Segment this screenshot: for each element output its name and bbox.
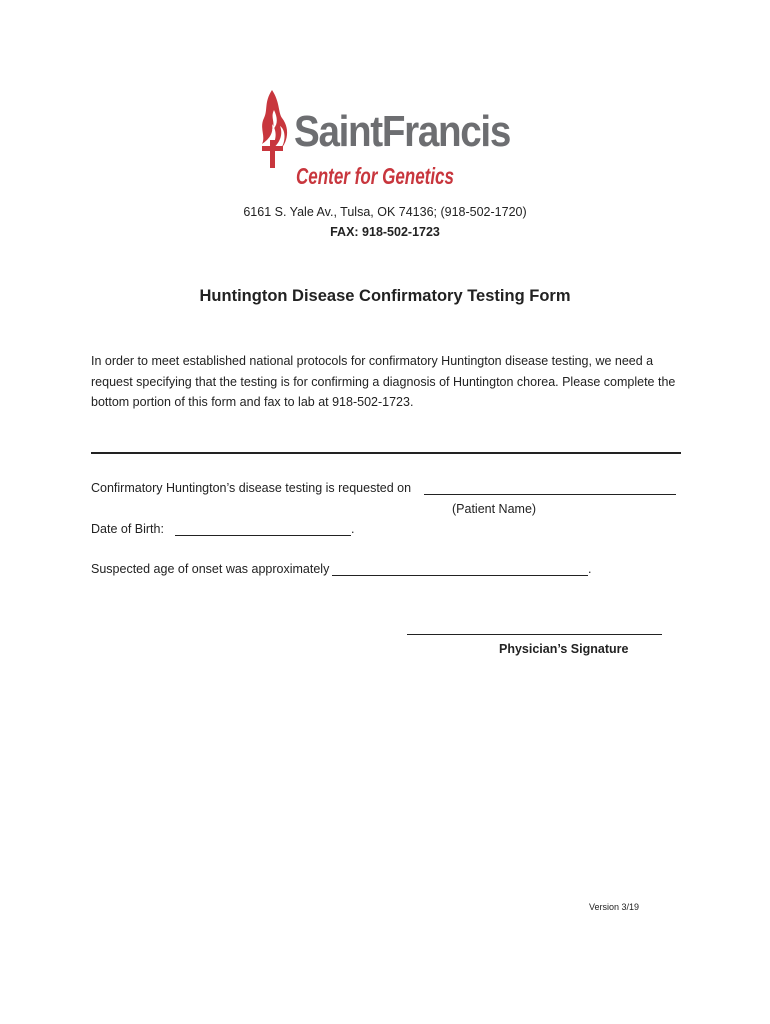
- onset-period: .: [588, 562, 592, 576]
- page-title: Huntington Disease Confirmatory Testing Form: [199, 287, 571, 305]
- flame-cross-icon: [256, 88, 516, 192]
- fax-line: FAX: 918-502-1723: [330, 225, 440, 239]
- signature-caption: Physician’s Signature: [499, 642, 629, 656]
- physician-signature-field[interactable]: [407, 634, 662, 635]
- onset-age-field[interactable]: [332, 575, 588, 576]
- onset-label: Suspected age of onset was approximately: [91, 562, 330, 576]
- cross-bar: [262, 146, 283, 151]
- version-label: Version 3/19: [589, 902, 640, 912]
- dob-period: .: [351, 522, 355, 536]
- section-divider: [91, 452, 681, 454]
- logo-subtitle: Center for Genetics: [296, 163, 454, 189]
- saint-francis-logo: [256, 88, 516, 192]
- address-line: 6161 S. Yale Av., Tulsa, OK 74136; (918-502-1720): [243, 205, 527, 219]
- dob-field[interactable]: [175, 535, 351, 536]
- dob-label: Date of Birth:: [91, 522, 164, 536]
- patient-name-caption: (Patient Name): [452, 502, 537, 516]
- intro-paragraph: In order to meet established national protocols for confirmatory Huntington disease testing, we need a request specifying that the testing is for confirming a diagnosis of Huntington chorea. Please complete the bottom portion of this form and fax to lab at 918-502-1723.: [91, 354, 676, 409]
- cross-stem: [270, 140, 275, 168]
- patient-name-field[interactable]: [424, 494, 676, 495]
- request-label: Confirmatory Huntington’s disease testing is requested on: [91, 481, 412, 495]
- logo-name: SaintFrancis: [294, 107, 511, 156]
